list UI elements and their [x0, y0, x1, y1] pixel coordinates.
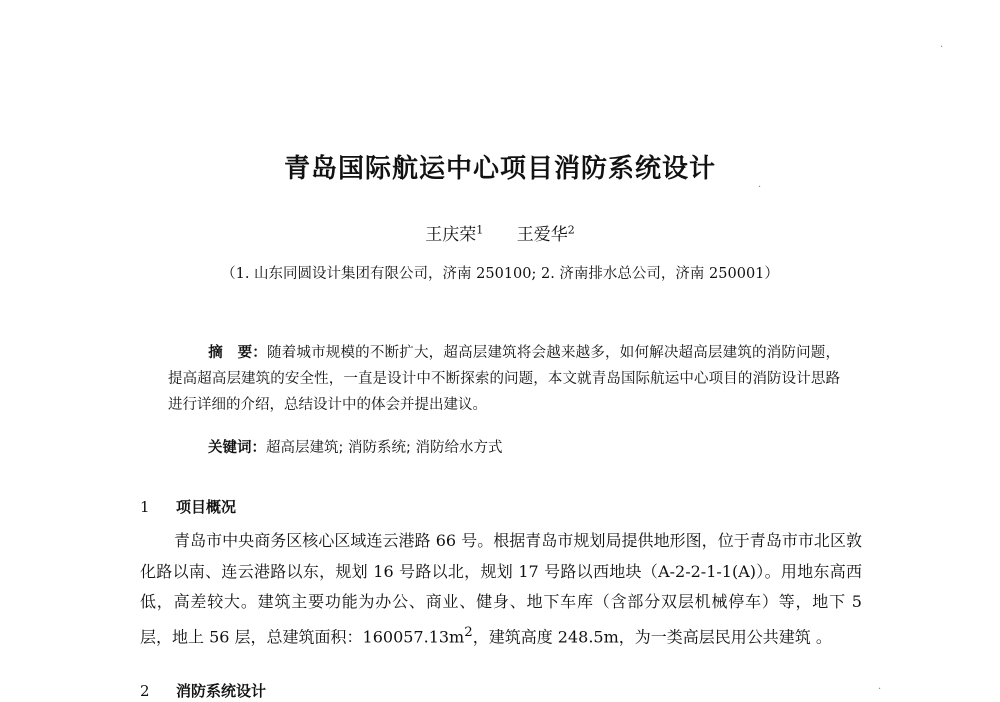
author-2	[517, 220, 575, 245]
author-affiliation-marker: 2	[567, 223, 575, 237]
area-unit-superscript: 2	[464, 624, 473, 640]
author-affiliation-marker: 1	[476, 223, 484, 237]
keywords-label: 关键词：	[208, 440, 266, 456]
section-number: 2	[140, 682, 150, 700]
section-1-paragraph	[140, 526, 862, 652]
keywords-text: 超高层建筑; 消防系统; 消防给水方式	[266, 440, 503, 456]
section-title: 项目概况	[176, 498, 237, 516]
keywords	[208, 436, 848, 457]
scan-artifact: ·	[940, 42, 944, 53]
paragraph-text-b: ，建筑高度 248.5m，为一类高层民用公共建筑 。	[472, 626, 832, 646]
scan-artifact: ·	[758, 182, 762, 193]
affiliation: （1. 山东同圆设计集团有限公司，济南 250100; 2. 济南排水总公司，济南 250001）	[221, 266, 779, 282]
scan-artifact: ·	[878, 684, 882, 695]
paper-title: 青岛国际航运中心项目消防系统设计	[283, 154, 716, 184]
section-number: 1	[140, 498, 150, 516]
paragraph-text-a: 青岛市中央商务区核心区域连云港路 66 号。根据青岛市规划局提供地形图，位于青岛市市北区敦化路以南、连云港路以东，规划 16 号路以北，规划 17 号路以西地块（A-2-2-1-1(A)）。用地东高西低，高差较大。建筑主要功能为办公、商业、健身、地下车库（含部分双层机械停车）等，地下 5 层，地上 56 层，总建筑面积：160057.13m	[140, 531, 862, 646]
author-1	[425, 220, 483, 245]
section-heading-2	[140, 680, 266, 701]
author-name: 王庆荣	[425, 225, 477, 245]
abstract-text: 随着城市规模的不断扩大，超高层建筑将会越来越多，如何解决超高层建筑的消防问题，提高超高层建筑的安全性，一直是设计中不断探索的问题，本文就青岛国际航运中心项目的消防设计思路进行详细的介绍，总结设计中的体会并提出建议。	[168, 345, 841, 413]
author-list	[0, 220, 1000, 245]
author-name: 王爱华	[516, 225, 568, 245]
section-title: 消防系统设计	[176, 682, 267, 700]
abstract	[168, 340, 840, 418]
abstract-label: 摘 要：	[208, 345, 267, 361]
section-heading-1	[140, 496, 236, 517]
